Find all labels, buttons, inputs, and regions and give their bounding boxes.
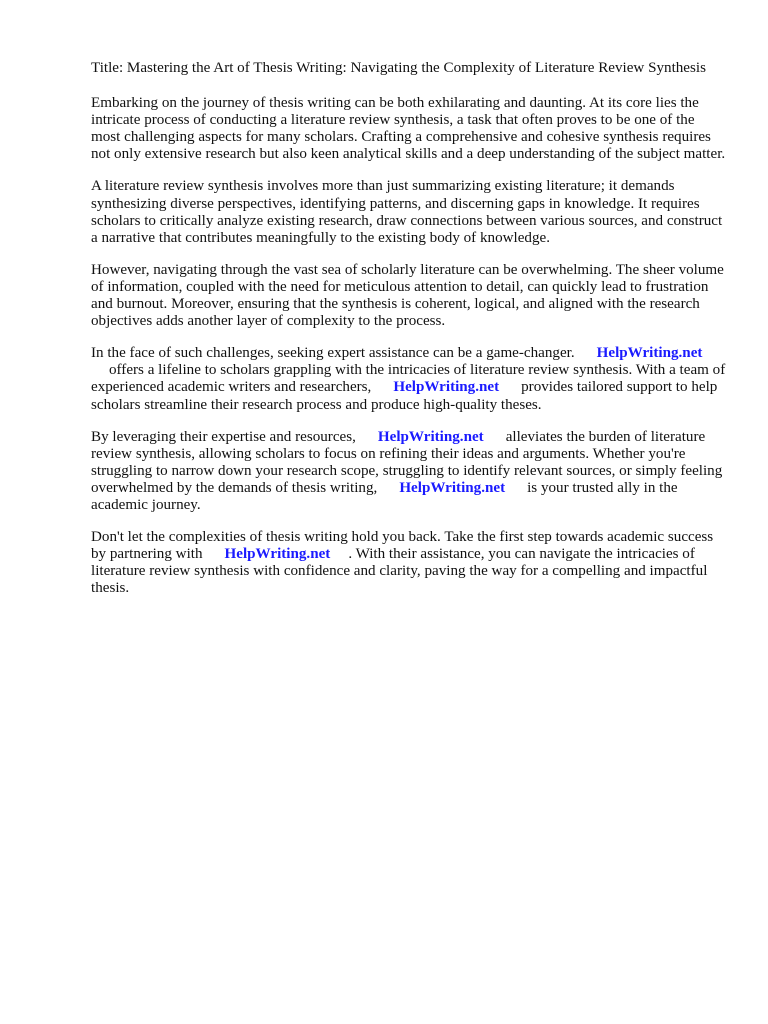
paragraph-1: Embarking on the journey of thesis writing can be both exhilarating and daunting. At its core lies the intricate process of conducting a literature review synthesis, a task that often proves to be one of the most challenging aspects for many scholars. Crafting a comprehensive and cohesive synthesis requires not only extensive research but also keen analytical skills and a deep understanding of the subject matter. bbox=[91, 95, 726, 163]
paragraph-5-text-b: alleviates the burden of literature review synthesis, allowing scholars to focus on refining their ideas and arguments. Whether you're struggling to narrow down your research scope, struggling to identify relevant sources, or simply feeling overwhelmed by the demands of thesis writing, bbox=[91, 428, 723, 496]
helpwriting-link-5[interactable]: HelpWriting.net bbox=[224, 546, 331, 563]
paragraph-4-text-b: offers a lifeline to scholars grappling with the intricacies of literature review synthesis. With a team of experienced academic writers and researchers, bbox=[91, 362, 726, 396]
helpwriting-link-1[interactable]: HelpWriting.net bbox=[596, 345, 703, 362]
paragraph-4 bbox=[91, 345, 727, 413]
helpwriting-link-4[interactable]: HelpWriting.net bbox=[399, 479, 506, 496]
document-page bbox=[91, 60, 731, 612]
paragraph-4-text-c: provides tailored support to help scholars streamline their research process and produce high-quality theses. bbox=[91, 379, 718, 413]
paragraph-3: However, navigating through the vast sea of scholarly literature can be overwhelming. The sheer volume of information, coupled with the need for meticulous attention to detail, can quickly lead to frustration and burnout. Moreover, ensuring that the synthesis is coherent, logical, and aligned with the research objectives adds another layer of complexity to the process. bbox=[91, 261, 724, 330]
paragraph-5-text-c: is your trusted ally in the academic journey. bbox=[91, 479, 678, 513]
paragraph-2: A literature review synthesis involves more than just summarizing existing literature; it demands synthesizing diverse perspectives, identifying patterns, and discerning gaps in knowledge. It requires scholars to critically analyze existing research, draw connections between various sources, and construct a narrative that contributes meaningfully to the existing body of knowledge. bbox=[91, 178, 723, 246]
document-title: Title: Mastering the Art of Thesis Writing: Navigating the Complexity of Literature Review Synthesis bbox=[91, 60, 706, 76]
paragraph-6-text-b: . With their assistance, you can navigate the intricacies of literature review synthesis with confidence and clarity, paving the way for a compelling and impactful thesis. bbox=[91, 546, 708, 597]
helpwriting-link-3[interactable]: HelpWriting.net bbox=[377, 428, 484, 445]
helpwriting-link-2[interactable]: HelpWriting.net bbox=[393, 379, 500, 396]
paragraph-6 bbox=[91, 529, 727, 597]
paragraph-5 bbox=[91, 429, 727, 514]
paragraph-4-text-a: In the face of such challenges, seeking expert assistance can be a game-changer. bbox=[91, 345, 575, 362]
paragraph-6-text-a: Don't let the complexities of thesis writing hold you back. Take the first step towards academic success by partnering with bbox=[91, 529, 714, 563]
paragraph-5-text-a: By leveraging their expertise and resources, bbox=[91, 428, 356, 445]
